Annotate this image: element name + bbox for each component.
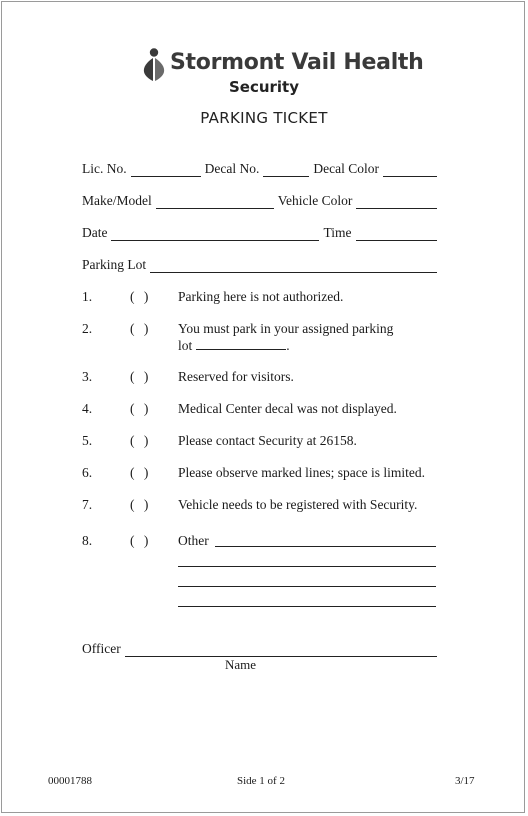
other-field-line-1[interactable] <box>215 546 436 547</box>
form-title: PARKING TICKET <box>200 109 328 127</box>
row-license <box>82 159 437 177</box>
row-officer <box>82 639 437 657</box>
lic-no-label: Lic. No. <box>82 161 127 176</box>
other-field-line-2[interactable] <box>178 566 436 567</box>
row-date-time <box>82 223 437 241</box>
make-model-field[interactable] <box>156 195 274 209</box>
item-2-checkbox[interactable]: ( ) <box>130 321 152 336</box>
item-7-checkbox[interactable]: ( ) <box>130 497 152 512</box>
item-8-checkbox[interactable]: ( ) <box>130 533 152 548</box>
item-4-checkbox[interactable]: ( ) <box>130 401 152 416</box>
item-7-text: Vehicle needs to be registered with Security. <box>178 497 418 512</box>
page-side: Side 1 of 2 <box>237 775 285 787</box>
parking-lot-field[interactable] <box>150 259 437 273</box>
decal-no-label: Decal No. <box>204 161 260 176</box>
vehicle-color-field[interactable] <box>356 195 437 209</box>
item-5-text: Please contact Security at 26158. <box>178 433 357 448</box>
item-6-number: 6. <box>82 465 93 480</box>
officer-label: Officer <box>82 641 121 656</box>
logo-mark-icon <box>142 48 166 82</box>
item-4-number: 4. <box>82 401 93 416</box>
brand-name: Stormont Vail Health <box>170 50 424 75</box>
row-make-model <box>82 191 437 209</box>
date-label: Date <box>82 225 108 240</box>
item-3-number: 3. <box>82 369 93 384</box>
item-2-text-line2 <box>178 337 290 354</box>
other-field-line-3[interactable] <box>178 586 436 587</box>
assigned-lot-field[interactable] <box>196 337 286 350</box>
vehicle-color-label: Vehicle Color <box>277 193 353 208</box>
item-2-period: . <box>286 338 290 353</box>
item-6-checkbox[interactable]: ( ) <box>130 465 152 480</box>
item-3-text: Reserved for visitors. <box>178 369 294 384</box>
form-number: 00001788 <box>48 775 92 787</box>
item-8-text: Other <box>178 533 209 548</box>
lic-no-field[interactable] <box>131 163 201 177</box>
officer-name-caption: Name <box>225 657 257 672</box>
item-5-number: 5. <box>82 433 93 448</box>
item-2-lot-label: lot <box>178 338 193 353</box>
item-2-text: You must park in your assigned parking <box>178 321 394 336</box>
item-8-number: 8. <box>82 533 93 548</box>
decal-no-field[interactable] <box>263 163 309 177</box>
decal-color-field[interactable] <box>383 163 437 177</box>
item-6-text: Please observe marked lines; space is limited. <box>178 465 426 480</box>
department-name: Security <box>228 78 300 96</box>
row-parking-lot <box>82 255 437 273</box>
item-4-text: Medical Center decal was not displayed. <box>178 401 397 416</box>
item-1-checkbox[interactable]: ( ) <box>130 289 152 304</box>
item-2-number: 2. <box>82 321 93 336</box>
revision-date: 3/17 <box>455 775 475 787</box>
time-label: Time <box>323 225 352 240</box>
item-1-text: Parking here is not authorized. <box>178 289 344 304</box>
parking-lot-label: Parking Lot <box>82 257 147 272</box>
make-model-label: Make/Model <box>82 193 152 208</box>
item-7-number: 7. <box>82 497 93 512</box>
item-1-number: 1. <box>82 289 93 304</box>
item-3-checkbox[interactable]: ( ) <box>130 369 152 384</box>
item-5-checkbox[interactable]: ( ) <box>130 433 152 448</box>
decal-color-label: Decal Color <box>313 161 379 176</box>
other-field-line-4[interactable] <box>178 606 436 607</box>
date-field[interactable] <box>111 227 319 241</box>
time-field[interactable] <box>356 227 438 241</box>
officer-field[interactable] <box>125 643 437 657</box>
